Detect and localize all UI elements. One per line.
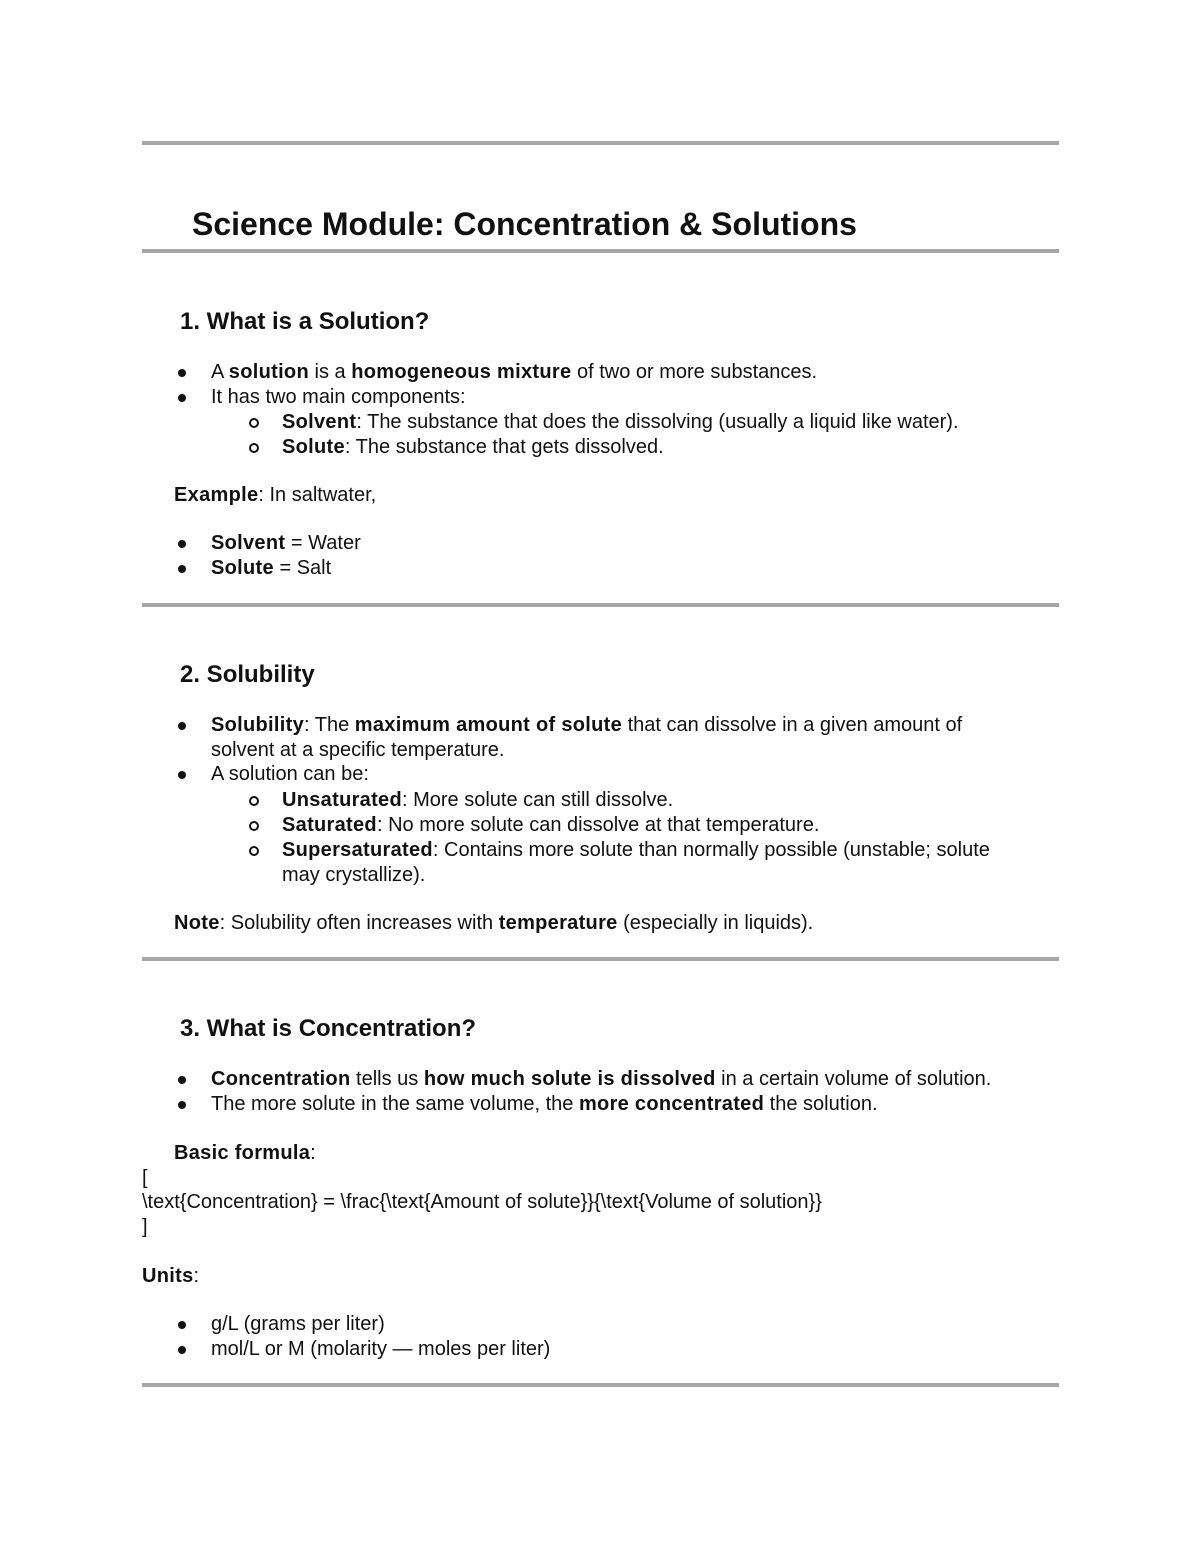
- section-heading-solution: 1. What is a Solution?: [180, 308, 430, 335]
- sub-list-item-continuation: may crystallize).: [282, 864, 426, 886]
- section-heading-concentration: 3. What is Concentration?: [180, 1015, 477, 1042]
- bullet-icon: [178, 394, 186, 402]
- list-item: Solubility: The maximum amount of solute that can dissolve in a given amount of: [211, 714, 963, 736]
- sub-list-item: Solute: The substance that gets dissolved.: [282, 436, 664, 458]
- list-item: A solution is a homogeneous mixture of two or more substances.: [211, 361, 818, 383]
- divider-section3: [142, 1383, 1059, 1387]
- bullet-icon: [178, 771, 186, 779]
- sub-bullet-icon: [249, 846, 259, 856]
- list-item-continuation: solvent at a specific temperature.: [211, 739, 505, 761]
- units-label: Units:: [142, 1265, 200, 1287]
- sub-bullet-icon: [249, 821, 259, 831]
- divider-title: [142, 249, 1059, 253]
- bullet-icon: [178, 722, 186, 730]
- divider-section2: [142, 957, 1059, 961]
- sub-bullet-icon: [249, 418, 259, 428]
- page-title: Science Module: Concentration & Solutions: [192, 206, 857, 242]
- list-item: Solvent = Water: [211, 532, 361, 554]
- sub-list-item: Supersaturated: Contains more solute than normally possible (unstable; solute: [282, 839, 990, 861]
- formula-label: Basic formula:: [174, 1142, 316, 1164]
- list-item: mol/L or M (molarity — moles per liter): [211, 1338, 551, 1360]
- list-item: It has two main components:: [211, 386, 466, 408]
- note-line: Note: Solubility often increases with temperature (especially in liquids).: [174, 912, 814, 934]
- list-item: A solution can be:: [211, 763, 369, 785]
- bullet-icon: [178, 1346, 186, 1354]
- bullet-icon: [178, 1101, 186, 1109]
- formula-expression: \text{Concentration} = \frac{\text{Amount of solute}}{\text{Volume of solution}}: [142, 1191, 822, 1213]
- sub-list-item: Solvent: The substance that does the dissolving (usually a liquid like water).: [282, 411, 959, 433]
- sub-list-item: Saturated: No more solute can dissolve at that temperature.: [282, 814, 820, 836]
- bullet-icon: [178, 540, 186, 548]
- bullet-icon: [178, 565, 186, 573]
- sub-bullet-icon: [249, 796, 259, 806]
- list-item: g/L (grams per liter): [211, 1313, 385, 1335]
- example-line: Example: In saltwater,: [174, 484, 377, 506]
- list-item: Concentration tells us how much solute is dissolved in a certain volume of solution.: [211, 1068, 992, 1090]
- bullet-icon: [178, 1076, 186, 1084]
- divider-top: [142, 141, 1059, 145]
- divider-section1: [142, 603, 1059, 607]
- list-item: The more solute in the same volume, the more concentrated the solution.: [211, 1093, 878, 1115]
- list-item: Solute = Salt: [211, 557, 332, 579]
- bullet-icon: [178, 369, 186, 377]
- formula-close: ]: [142, 1216, 148, 1238]
- bullet-icon: [178, 1321, 186, 1329]
- formula-open: [: [142, 1167, 148, 1189]
- sub-list-item: Unsaturated: More solute can still dissolve.: [282, 789, 674, 811]
- section-heading-solubility: 2. Solubility: [180, 661, 315, 688]
- sub-bullet-icon: [249, 443, 259, 453]
